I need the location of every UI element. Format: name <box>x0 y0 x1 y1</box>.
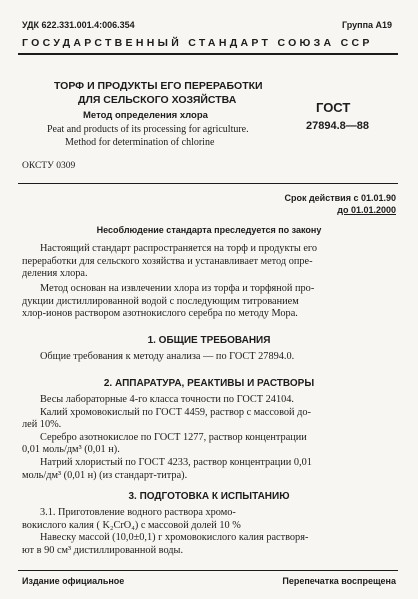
text-line: 0,01 моль/дм³ (0,01 н). <box>22 444 120 456</box>
footer-official: Издание официальное <box>22 576 125 586</box>
section-2-body <box>22 394 312 482</box>
gost-label: ГОСТ <box>316 100 351 115</box>
title-rule <box>18 183 398 184</box>
validity-from: Срок действия с 01.01.90 <box>284 193 396 203</box>
section-3-body <box>22 507 308 557</box>
text-line: Калий хромовокислый по ГОСТ 4459, раствор с массовой до- <box>40 406 311 418</box>
text-line: Натрий хлористый по ГОСТ 4233, раствор концентрации 0,01 <box>40 456 312 468</box>
header-rule <box>18 53 398 55</box>
law-warning: Несоблюдение стандарта преследуется по закону <box>96 225 322 235</box>
text-line: Метод основан на извлечении хлора из торфа и торфяной про- <box>40 283 315 294</box>
text-line: 3.1. Приготовление водного раствора хромо- <box>40 507 236 518</box>
text-line: Настоящий стандарт распространяется на торф и продукты его <box>40 243 318 254</box>
text-line: Весы лабораторные 4-го класса точности по ГОСТ 24104. <box>40 394 294 405</box>
okstu-code: ОКСТУ 0309 <box>22 161 76 171</box>
udk-code: УДК 622.331.001.4:006.354 <box>22 20 135 30</box>
validity-to: до 01.01.2000 <box>337 205 396 215</box>
title-en-line2: Method for determination of chlorine <box>65 137 215 148</box>
text-line: Серебро азотнокислое по ГОСТ 1277, раствор концентрации <box>40 431 307 443</box>
text-line: хлор-ионов раствором азотнокислого серебра по методу Мора. <box>22 308 298 320</box>
subtitle-ru: Метод определения хлора <box>83 110 208 121</box>
text-line: деления хлора. <box>22 268 88 280</box>
text-line: переработки для сельского хозяйства и устанавливает метод опре- <box>22 255 313 267</box>
footer-reprint: Перепечатка воспрещена <box>282 576 396 586</box>
text-line: дукции дистиллированной водой с последующим титрованием <box>22 295 299 307</box>
standard-banner: ГОСУДАРСТВЕННЫЙ СТАНДАРТ СОЮЗА ССР <box>22 37 373 49</box>
section-2-title: 2. АППАРАТУРА, РЕАКТИВЫ И РАСТВОРЫ <box>103 378 315 389</box>
section-1-text: Общие требования к методу анализа — по ГОСТ 27894.0. <box>40 351 295 362</box>
text-line: лей 10%. <box>22 419 62 431</box>
intro-paragraph-1 <box>22 243 317 281</box>
section-1-title: 1. ОБЩИЕ ТРЕБОВАНИЯ <box>147 335 271 346</box>
text-line: ют в 90 см³ дистиллированной воды. <box>22 544 184 556</box>
text-line: Навеску массой (10,0±0,1) г хромовокислого калия растворя- <box>40 532 309 544</box>
intro-paragraph-2 <box>22 283 314 321</box>
text-line: моль/дм³ (0,01 н) (из стандарт-титра). <box>22 469 188 481</box>
footer-rule <box>18 570 398 571</box>
gost-number: 27894.8—88 <box>306 120 369 132</box>
title-ru-line1: ТОРФ И ПРОДУКТЫ ЕГО ПЕРЕРАБОТКИ <box>54 80 263 92</box>
section-3-title: 3. ПОДГОТОВКА К ИСПЫТАНИЮ <box>128 491 290 502</box>
title-ru-line2: ДЛЯ СЕЛЬСКОГО ХОЗЯЙСТВА <box>78 94 237 106</box>
text-line: вокислого калия ( K₂CrO₄) с массовой долей 10 % <box>22 519 241 531</box>
group-code: Группа А19 <box>342 20 393 30</box>
title-en-line1: Peat and products of its processing for agriculture. <box>47 124 249 135</box>
